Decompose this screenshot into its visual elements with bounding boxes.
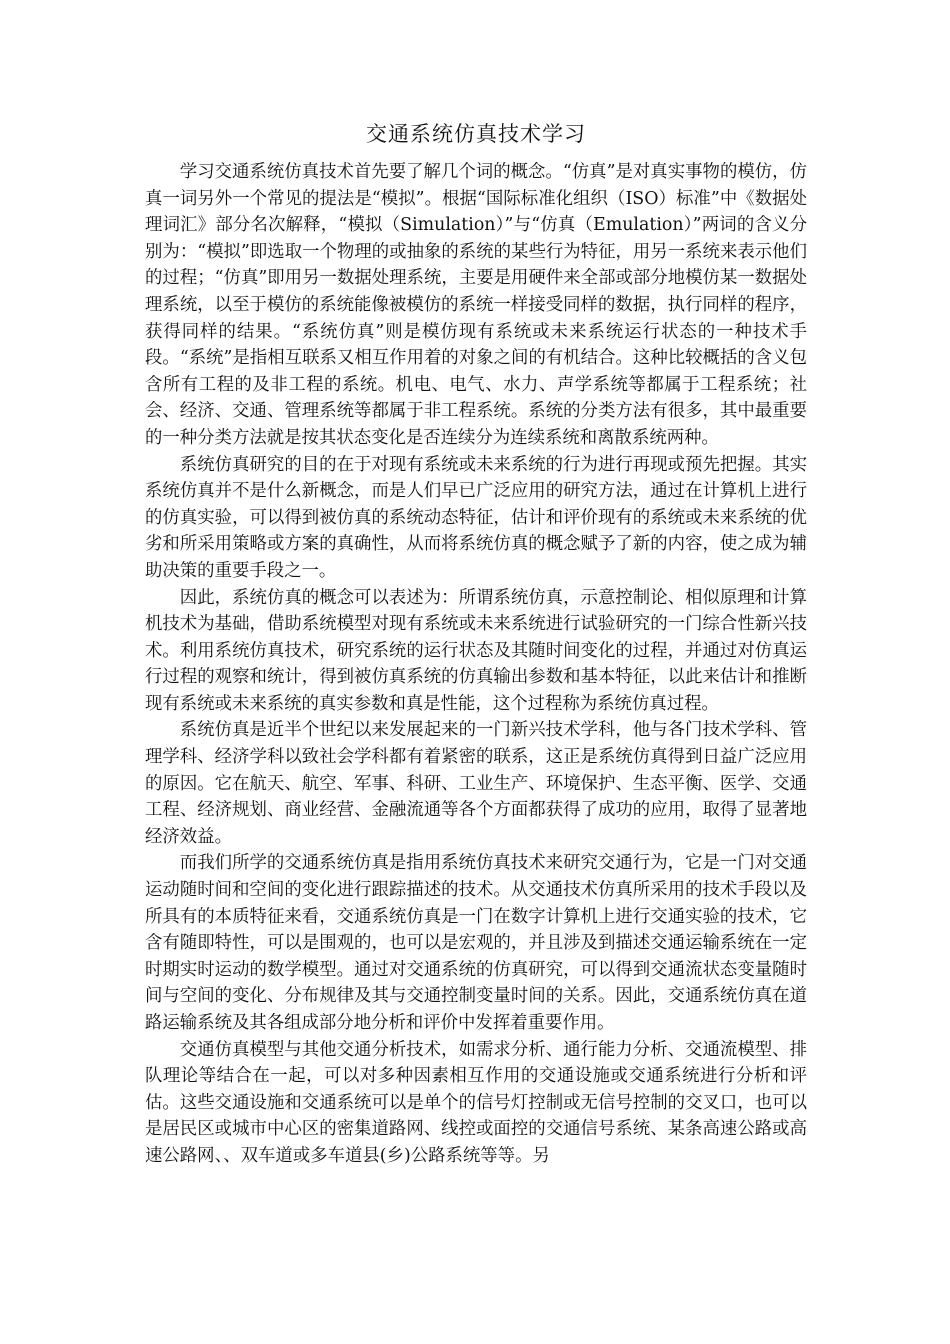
document-title: 交通系统仿真技术学习	[366, 122, 586, 146]
paragraph-1: 学习交通系统仿真技术首先要了解几个词的概念。“仿真”是对真实事物的模仿，仿真一词另外一个常见的提法是“模拟”。根据“国际标准化组织（ISO）标准”中《数据处理词汇》部分名次解释，“模拟（Simulation）”与“仿真（Emulation）”两词的含义分别为：“模拟”即选取一个物理的或抽象的系统的某些行为特征，用另一系统来表示他们的过程；“仿真”即用另一数据处理系统，主要是用硬件来全部或部分地模仿某一数据处理系统，以至于模仿的系统能像被模仿的系统一样接受同样的数据，执行同样的程序，获得同样的结果。“系统仿真”则是模仿现有系统或未来系统运行状态的一种技术手段。“系统”是指相互联系又相互作用着的对象之间的有机结合。这种比较概括的含义包含所有工程的及非工程的系统。机电、电气、水力、声学系统等都属于工程系统；社会、经济、交通、管理系统等都属于非工程系统。系统的分类方法有很多，其中最重要的一种分类方法就是按其状态变化是否连续分为连续系统和离散系统两种。	[145, 162, 807, 448]
paragraph-5: 而我们所学的交通系统仿真是指用系统仿真技术来研究交通行为，它是一门对交通运动随时间和空间的变化进行跟踪描述的技术。从交通技术仿真所采用的技术手段以及所具有的本质特征来看，交通系统仿真是一门在数字计算机上进行交通实验的技术，它含有随即特性，可以是围观的，也可以是宏观的，并且涉及到描述交通运输系统在一定时期实时运动的数学模型。通过对交通系统的仿真研究，可以得到交通流状态变量随时间与空间的变化、分布规律及其与交通控制变量时间的关系。因此，交通系统仿真在道路运输系统及其各组成部分地分析和评价中发挥着重要作用。	[145, 853, 807, 1033]
paragraph-4: 系统仿真是近半个世纪以来发展起来的一门新兴技术学科，他与各门技术学科、管理学科、经济学科以致社会学科都有着紧密的联系，这正是系统仿真得到日益广泛应用的原因。它在航天、航空、军事、科研、工业生产、环境保护、生态平衡、医学、交通工程、经济规划、商业经营、金融流通等各个方面都获得了成功的应用，取得了显著地经济效益。	[145, 720, 807, 847]
paragraph-6: 交通仿真模型与其他交通分析技术，如需求分析、通行能力分析、交通流模型、排队理论等结合在一起，可以对多种因素相互作用的交通设施或交通系统进行分析和评估。这些交通设施和交通系统可以是单个的信号灯控制或无信号控制的交叉口，也可以是居民区或城市中心区的密集道路网、线控或面控的交通信号系统、某条高速公路或高速公路网、、双车道或多车道县(乡)公路系统等等。另	[145, 1039, 807, 1166]
paragraph-3: 因此，系统仿真的概念可以表述为：所谓系统仿真，示意控制论、相似原理和计算机技术为基础，借助系统模型对现有系统或未来系统进行试验研究的一门综合性新兴技术。利用系统仿真技术，研究系统的运行状态及其随时间变化的过程，并通过对仿真运行过程的观察和统计，得到被仿真系统的仿真输出参数和基本特征，以此来估计和推断现有系统或未来系统的真实参数和真是性能，这个过程称为系统仿真过程。	[145, 587, 807, 714]
paragraph-2: 系统仿真研究的目的在于对现有系统或未来系统的行为进行再现或预先把握。其实系统仿真并不是什么新概念，而是人们早已广泛应用的研究方法，通过在计算机上进行的仿真实验，可以得到被仿真的系统动态特征，估计和评价现有的系统或未来系统的优劣和所采用策略或方案的真确性，从而将系统仿真的概念赋予了新的内容，使之成为辅助决策的重要手段之一。	[145, 454, 807, 581]
document-page	[145, 118, 807, 1170]
